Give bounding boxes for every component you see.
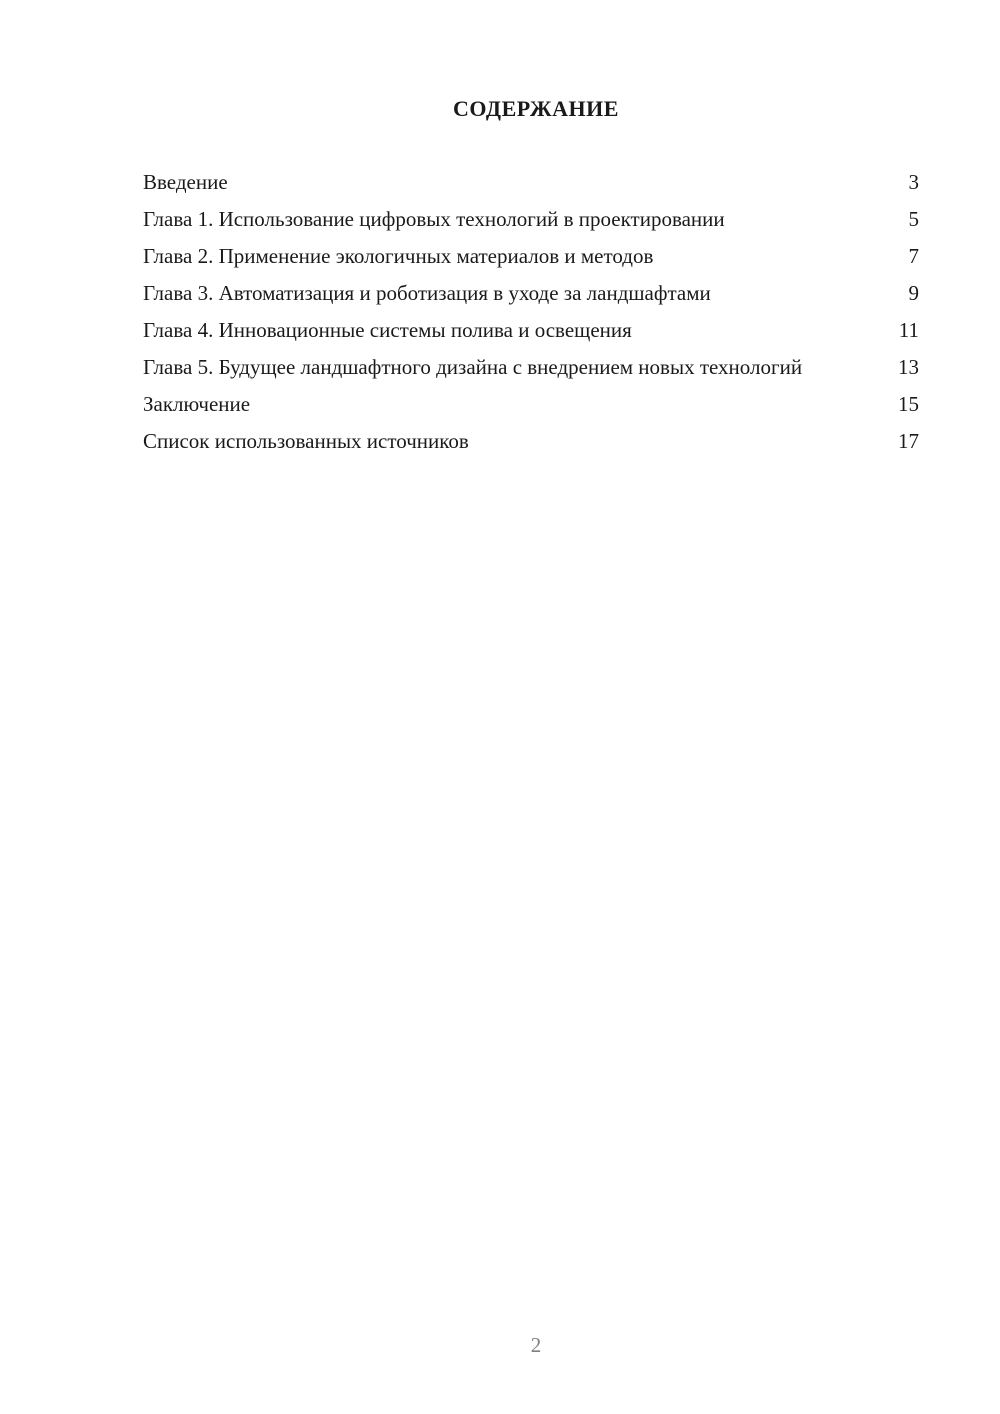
toc-entry-title: Список использованных источников	[143, 429, 469, 453]
toc-entry-title: Глава 5. Будущее ландшафтного дизайна с внедрением новых технологий	[143, 355, 803, 379]
toc-entry-chapter-2	[143, 243, 919, 270]
toc-entry-title: Заключение	[143, 392, 251, 416]
toc-entry-page: 5	[908, 207, 919, 231]
toc-entry-title: Глава 1. Использование цифровых технологий в проектировании	[143, 207, 725, 231]
toc-entry-title: Введение	[143, 170, 228, 194]
toc-entry-conclusion	[143, 391, 919, 418]
page-title: СОДЕРЖАНИЕ	[453, 96, 619, 121]
toc-entry-page: 17	[898, 429, 919, 453]
toc-entry-chapter-4	[143, 317, 919, 344]
table-of-contents	[143, 169, 919, 465]
toc-entry-page: 3	[908, 170, 919, 194]
toc-entry-chapter-1	[143, 206, 919, 233]
toc-entry-chapter-3	[143, 280, 919, 307]
toc-entry-references	[143, 428, 919, 455]
toc-entry-page: 13	[898, 355, 919, 379]
toc-entry-chapter-5	[143, 354, 919, 381]
page-number: 2	[530, 1333, 542, 1357]
toc-entry-page: 7	[908, 244, 919, 268]
toc-entry-introduction	[143, 169, 919, 196]
toc-entry-page: 11	[898, 318, 919, 342]
toc-entry-page: 9	[908, 281, 919, 305]
toc-entry-title: Глава 2. Применение экологичных материалов и методов	[143, 244, 654, 268]
toc-entry-title: Глава 4. Инновационные системы полива и освещения	[143, 318, 632, 342]
toc-entry-title: Глава 3. Автоматизация и роботизация в уходе за ландшафтами	[143, 281, 711, 305]
toc-entry-page: 15	[898, 392, 919, 416]
